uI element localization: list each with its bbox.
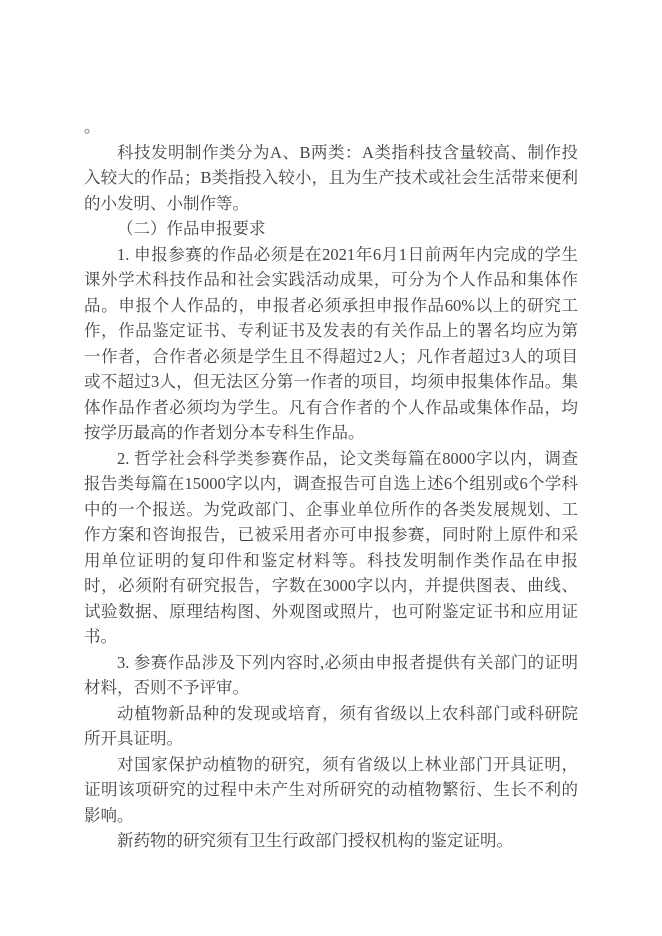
section-heading-submission-requirements: （二）作品申报要求 — [117, 219, 266, 238]
paragraph-item-3: 3. 参赛作品涉及下列内容时,必须由申报者提供有关部门的证明材料，否则不予评审。 — [84, 652, 578, 697]
paragraph-certification-new-drugs: 新药物的研究须有卫生行政部门授权机构的鉴定证明。 — [117, 831, 513, 850]
paragraph-continuation-period: 。 — [84, 117, 101, 136]
paragraph-certification-plants-animals: 动植物新品种的发现或培育，须有省级以上农科部门或科研院所开具证明。 — [84, 703, 578, 748]
paragraph-certification-protected-species: 对国家保护动植物的研究，须有省级以上林业部门开具证明，证明该项研究的过程中未产生对所研究的动植物繁衍、生长不利的影响。 — [84, 754, 578, 825]
paragraph-item-2: 2. 哲学社会科学类参赛作品，论文类每篇在8000字以内，调查报告类每篇在15000字以内，调查报告可自选上述6个组别或6个学科中的一个报送。为党政部门、企事业单位所作的各类发展规划、工作方案和咨询报告，已被采用者亦可申报参赛，同时附上原件和采用单位证明的复印件和鉴定材料等。科技发明制作类作品在申报时，必须附有研究报告，字数在3000字以内，并提供图表、曲线、试验数据、原理结构图、外观图或照片，也可附鉴定证书和应用证书。 — [84, 448, 578, 646]
paragraph-item-1: 1. 申报参赛的作品必须是在2021年6月1日前两年内完成的学生课外学术科技作品和社会实践活动成果，可分为个人作品和集体作品。申报个人作品的，申报者必须承担申报作品60%以上的研究工作，作品鉴定证书、专利证书及发表的有关作品上的署名均应为第一作者，合作者必须是学生且不得超过2人；凡作者超过3人的项目或不超过3人，但无法区分第一作者的项目，均须申报集体作品。集体作品作者必须均为学生。凡有合作者的个人作品或集体作品，均按学历最高的作者划分本专科生作品。 — [84, 244, 578, 442]
document-text-block — [84, 114, 578, 854]
paragraph-category-definition: 科技发明制作类分为A、B两类：A类指科技含量较高、制作投入较大的作品；B类指投入较小，且为生产技术或社会生活带来便利的小发明、小制作等。 — [84, 142, 578, 213]
